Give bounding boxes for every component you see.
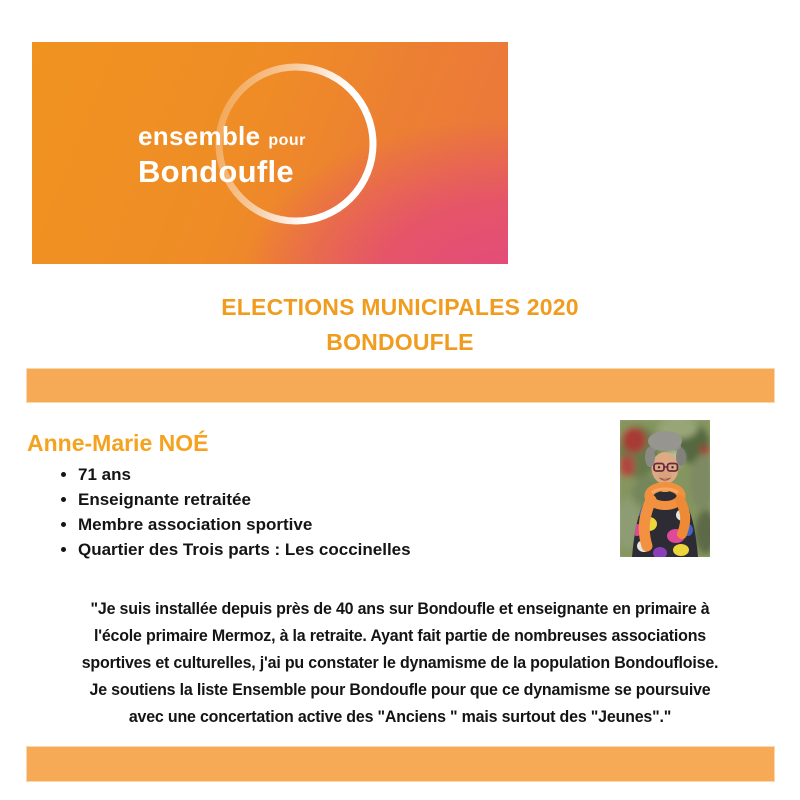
quote-line: "Je suis installée depuis près de 40 ans sur Bondoufle et enseignante en primaire à <box>90 599 710 618</box>
list-item <box>78 512 411 537</box>
quote-line: Je soutiens la liste Ensemble pour Bondoufle pour que ce dynamisme se poursuive <box>89 680 711 699</box>
candidate-detail-association: Membre association sportive <box>78 515 313 534</box>
candidate-quote <box>0 595 800 730</box>
candidate-photo <box>620 420 710 557</box>
brand-word-pour: pour <box>268 132 306 149</box>
brand-word-ensemble: ensemble <box>138 121 261 151</box>
quote-line: sportives et culturelles, j'ai pu constater le dynamisme de la population Bondoufloise. <box>81 653 719 672</box>
candidate-detail-quartier: Quartier des Trois parts : Les coccinelles <box>78 540 411 559</box>
brand-line2: Bondoufle <box>138 154 294 189</box>
page-title <box>0 290 800 360</box>
brand-logo <box>138 122 306 189</box>
divider-bar-bottom <box>26 746 775 782</box>
list-item <box>78 462 411 487</box>
quote-line: l'école primaire Mermoz, à la retraite. Ayant fait partie de nombreuses associations <box>93 626 707 645</box>
divider-bar-top <box>26 368 775 403</box>
campaign-banner <box>32 42 508 264</box>
candidate-detail-age: 71 ans <box>78 465 131 484</box>
page-title-line1: ELECTIONS MUNICIPALES 2020 <box>221 294 579 320</box>
page-title-line2: BONDOUFLE <box>326 329 474 355</box>
quote-line: avec une concertation active des "Anciens " mais surtout des "Jeunes"." <box>128 707 672 726</box>
list-item <box>78 487 411 512</box>
list-item <box>78 537 411 562</box>
candidate-detail-job: Enseignante retraitée <box>78 490 251 509</box>
candidate-name: Anne-Marie NOÉ <box>27 430 209 456</box>
brand-line1 <box>138 122 306 155</box>
candidate-details-list <box>46 462 411 562</box>
